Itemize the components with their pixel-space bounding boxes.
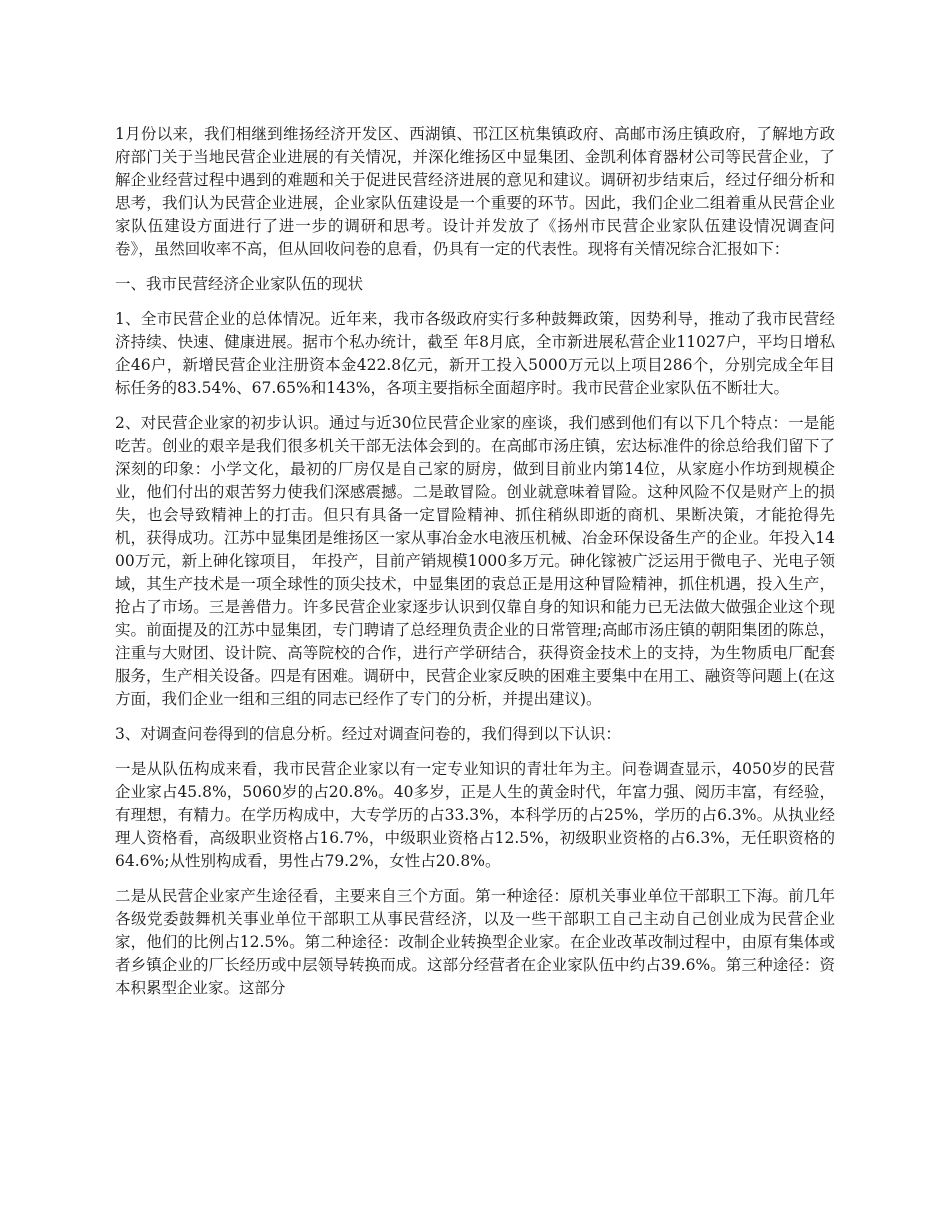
paragraph-origin-paths: 二是从民营企业家产生途径看，主要来自三个方面。第一种途径：原机关事业单位干部职工下海。前几年各级党委鼓舞机关事业单位干部职工从事民营经济，以及一些干部职工自己主动自己创业成为民营企业家，他们的比例占12.5%。第二种途径：改制企业转换型企业家。在企业改革改制过程中，由原有集体或者乡镇企业的厂长经历或中层领导转换而成。这部分经营者在企业家队伍中约占39.6%。第三种途径：资本积累型企业家。这部分	[115, 887, 835, 997]
paragraph-overall-situation: 1、全市民营企业的总体情况。近年来，我市各级政府实行多种鼓舞政策，因势利导，推动了我市民营经济持续、快速、健康进展。据市个私办统计，截至 年8月底，全市新进展私营企业11027户，平均日增私企46户，新增民营企业注册资本金422.8亿元，新开工投入5000万元以上项目286个，分别完成全年目标任务的83.54%、67.65%和143%，各项主要指标全面超序时。我市民营企业家队伍不断壮大。	[115, 310, 835, 397]
paragraph-entrepreneur-traits: 2、对民营企业家的初步认识。通过与近30位民营企业家的座谈，我们感到他们有以下几个特点：一是能吃苦。创业的艰辛是我们很多机关干部无法体会到的。在高邮市汤庄镇，宏达标准件的徐总给我们留下了深刻的印象：小学文化，最初的厂房仅是自己家的厨房，做到目前业内第14位，从家庭小作坊到规模企业，他们付出的艰苦努力使我们深感震撼。二是敢冒险。创业就意味着冒险。这种风险不仅是财产上的损失，也会导致精神上的打击。但只有具备一定冒险精神、抓住稍纵即逝的商机、果断决策，才能抢得先机，获得成功。江苏中显集团是维扬区一家从事冶金水电液压机械、冶金环保设备生产的企业。年投入1400万元，新上砷化镓项目， 年投产，目前产销规模1000多万元。砷化镓被广泛运用于微电子、光电子领域，其生产技术是一项全球性的顶尖技术，中显集团的袁总正是用这种冒险精神，抓住机遇，投入生产，抢占了市场。三是善借力。许多民营企业家逐步认识到仅靠自身的知识和能力已无法做大做强企业这个现实。前面提及的江苏中显集团，专门聘请了总经理负责企业的日常管理;高邮市汤庄镇的朝阳集团的陈总，注重与大财团、设计院、高等院校的合作，进行产学研结合，获得资金技术上的支持，为生物质电厂配套服务，生产相关设备。四是有困难。调研中，民营企业家反映的困难主要集中在用工、融资等问题上(在这方面，我们企业一组和三组的同志已经作了专门的分析，并提出建议)。	[115, 414, 835, 708]
paragraph-survey-analysis: 3、对调查问卷得到的信息分析。经过对调查问卷的，我们得到以下认识：	[115, 725, 621, 743]
document-page	[115, 123, 835, 1012]
intro-paragraph: 1月份以来，我们相继到维扬经济开发区、西湖镇、邗江区杭集镇政府、高邮市汤庄镇政府，了解地方政府部门关于当地民营企业进展的有关情况，并深化维扬区中显集团、金凯利体育器材公司等民营企业，了解企业经营过程中遇到的难题和关于促进民营经济进展的意见和建议。调研初步结束后，经过仔细分析和思考，我们认为民营企业进展，企业家队伍建设是一个重要的环节。因此，我们企业二组着重从民营企业家队伍建设方面进行了进一步的调研和思考。设计并发放了《扬州市民营企业家队伍建设情况调查问卷》，虽然回收率不高，但从回收问卷的息看，仍具有一定的代表性。现将有关情况综合汇报如下：	[115, 125, 835, 258]
paragraph-team-composition: 一是从队伍构成来看，我市民营企业家以有一定专业知识的青壮年为主。问卷调查显示，4050岁的民营企业家占45.8%，5060岁的占20.8%。40多岁，正是人生的黄金时代，年富力强、阅历丰富，有经验，有理想，有精力。在学历构成中，大专学历的占33.3%，本科学历的占25%，学历的占6.3%。从执业经理人资格看，高级职业资格占16.7%，中级职业资格占12.5%，初级职业资格的占6.3%，无任职资格的64.6%;从性别构成看，男性占79.2%，女性占20.8%。	[115, 760, 835, 870]
section-heading-status: 一、我市民营经济企业家队伍的现状	[115, 275, 364, 293]
